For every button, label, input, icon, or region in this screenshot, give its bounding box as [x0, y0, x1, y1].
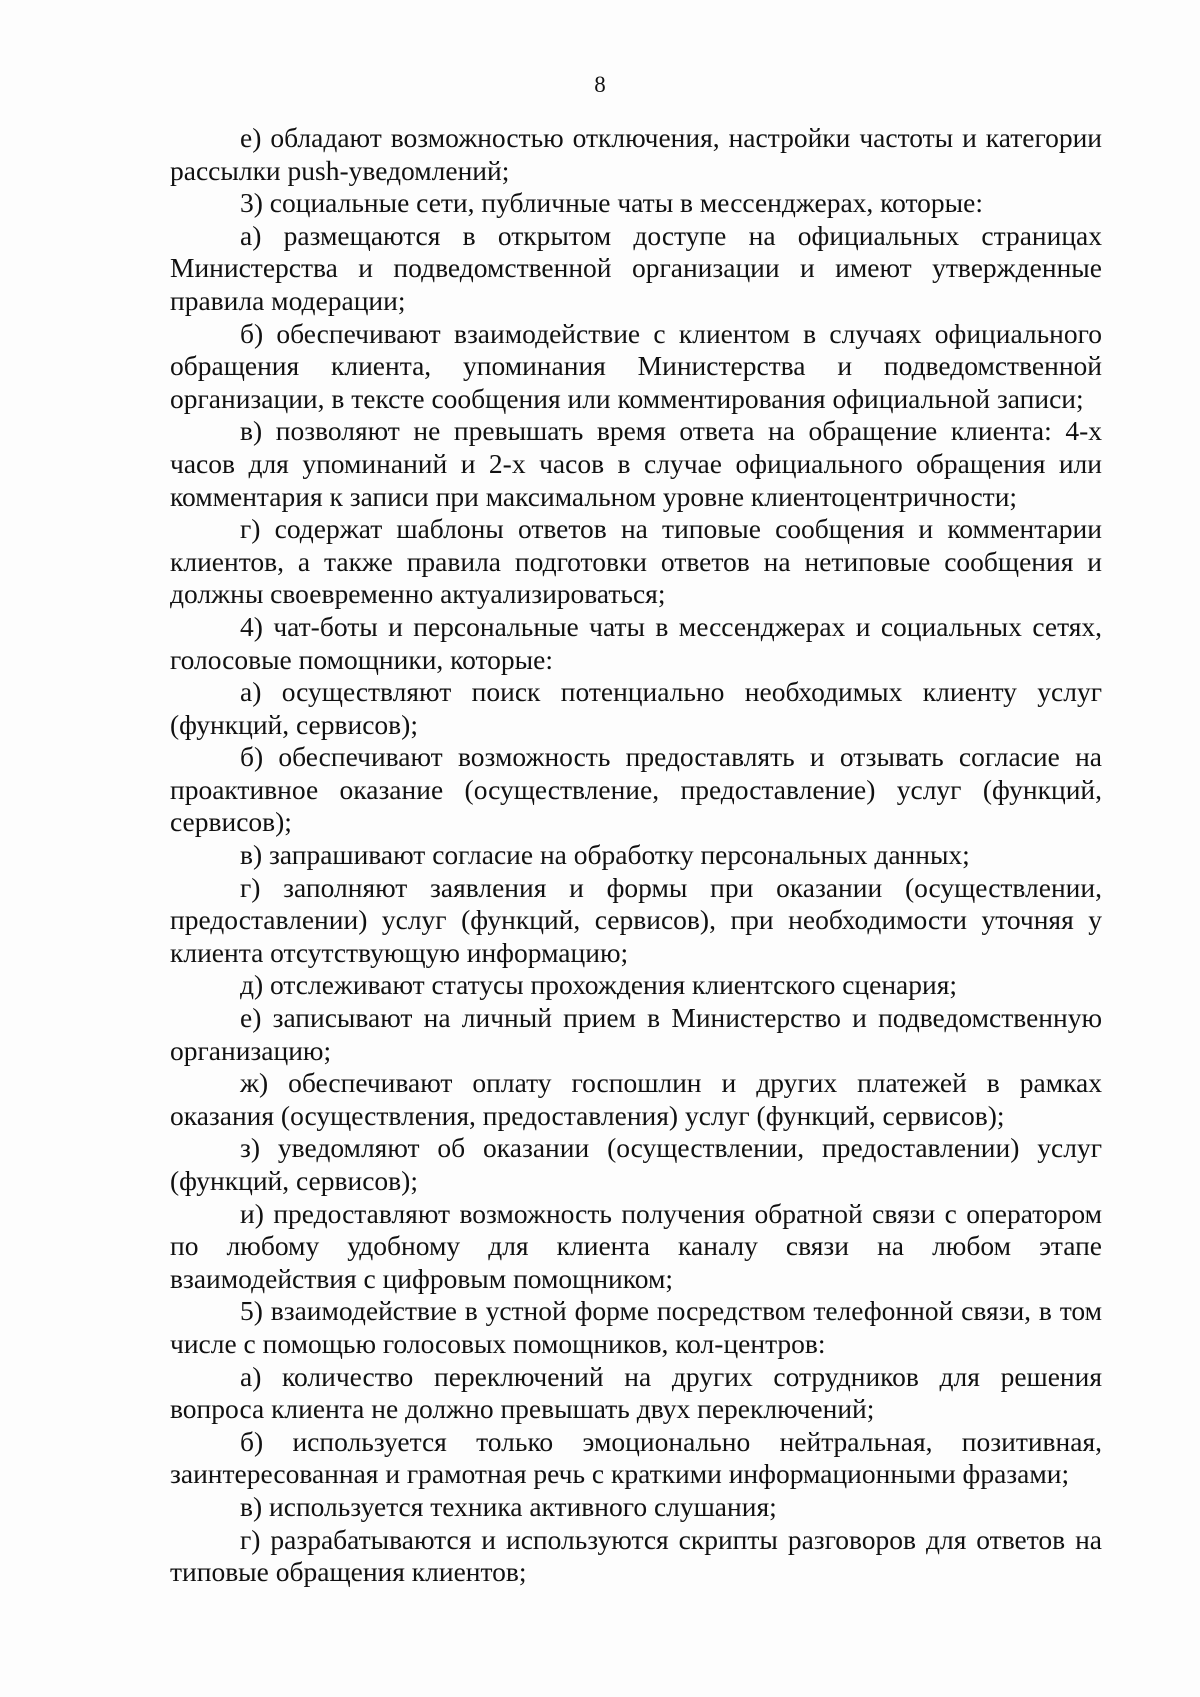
- paragraph: а) осуществляют поиск потенциально необходимых клиенту услуг (функций, сервисов);: [170, 676, 1102, 740]
- paragraph: б) используется только эмоционально нейтральная, позитивная, заинтересованная и грамотная речь с краткими информационными фразами;: [170, 1425, 1102, 1490]
- paragraph: г) разрабатываются и используются скрипты разговоров для ответов на типовые обращения клиентов;: [170, 1523, 1102, 1588]
- paragraph: в) запрашивают согласие на обработку персональных данных;: [240, 839, 970, 871]
- paragraph: 3) социальные сети, публичные чаты в мессенджерах, которые:: [240, 187, 983, 219]
- paragraph: 5) взаимодействие в устной форме посредством телефонной связи, в том числе с помощью голосовых помощников, кол-центров:: [170, 1295, 1102, 1359]
- paragraph: а) размещаются в открытом доступе на официальных страницах Министерства и подведомственной организации и имеют утвержденные правила модерации;: [170, 219, 1102, 316]
- paragraph: г) содержат шаблоны ответов на типовые сообщения и комментарии клиентов, а также правила подготовки ответов на нетиповые сообщения и должны своевременно актуализироваться;: [170, 513, 1102, 610]
- paragraph: и) предоставляют возможность получения обратной связи с оператором по любому удобному для клиента каналу связи на любом этапе взаимодействия с цифровым помощником;: [170, 1197, 1102, 1294]
- paragraph: б) обеспечивают возможность предоставлять и отзывать согласие на проактивное оказание (осуществление, предоставление) услуг (функций, сервисов);: [170, 741, 1102, 838]
- paragraph: е) обладают возможностью отключения, настройки частоты и категории рассылки push-уведомлений;: [170, 122, 1102, 186]
- paragraph: в) позволяют не превышать время ответа на обращение клиента: 4-х часов для упоминаний и 2-х часов в случае официального обращения или комментария к записи при максимальном уровне клиентоцентричности;: [170, 415, 1102, 512]
- paragraph: б) обеспечивают взаимодействие с клиентом в случаях официального обращения клиента, упоминания Министерства и подведомственной организации, в тексте сообщения или комментирования официальной записи;: [170, 317, 1102, 414]
- paragraph: з) уведомляют об оказании (осуществлении, предоставлении) услуг (функций, сервисов);: [170, 1132, 1102, 1196]
- paragraph: е) записывают на личный прием в Министерство и подведомственную организацию;: [170, 1002, 1102, 1066]
- paragraph: в) используется техника активного слушания;: [240, 1490, 777, 1522]
- paragraph: д) отслеживают статусы прохождения клиентского сценария;: [240, 969, 958, 1001]
- paragraph: г) заполняют заявления и формы при оказании (осуществлении, предоставлении) услуг (функций, сервисов), при необходимости уточняя у клиента отсутствующую информацию;: [170, 871, 1102, 968]
- document-body: [170, 122, 1102, 1589]
- paragraph: а) количество переключений на других сотрудников для решения вопроса клиента не должно превышать двух переключений;: [170, 1360, 1102, 1425]
- page-number: 8: [594, 72, 606, 97]
- paragraph: ж) обеспечивают оплату госпошлин и других платежей в рамках оказания (осуществления, предоставления) услуг (функций, сервисов);: [170, 1067, 1102, 1131]
- paragraph: 4) чат-боты и персональные чаты в мессенджерах и социальных сетях, голосовые помощники, которые:: [170, 610, 1102, 675]
